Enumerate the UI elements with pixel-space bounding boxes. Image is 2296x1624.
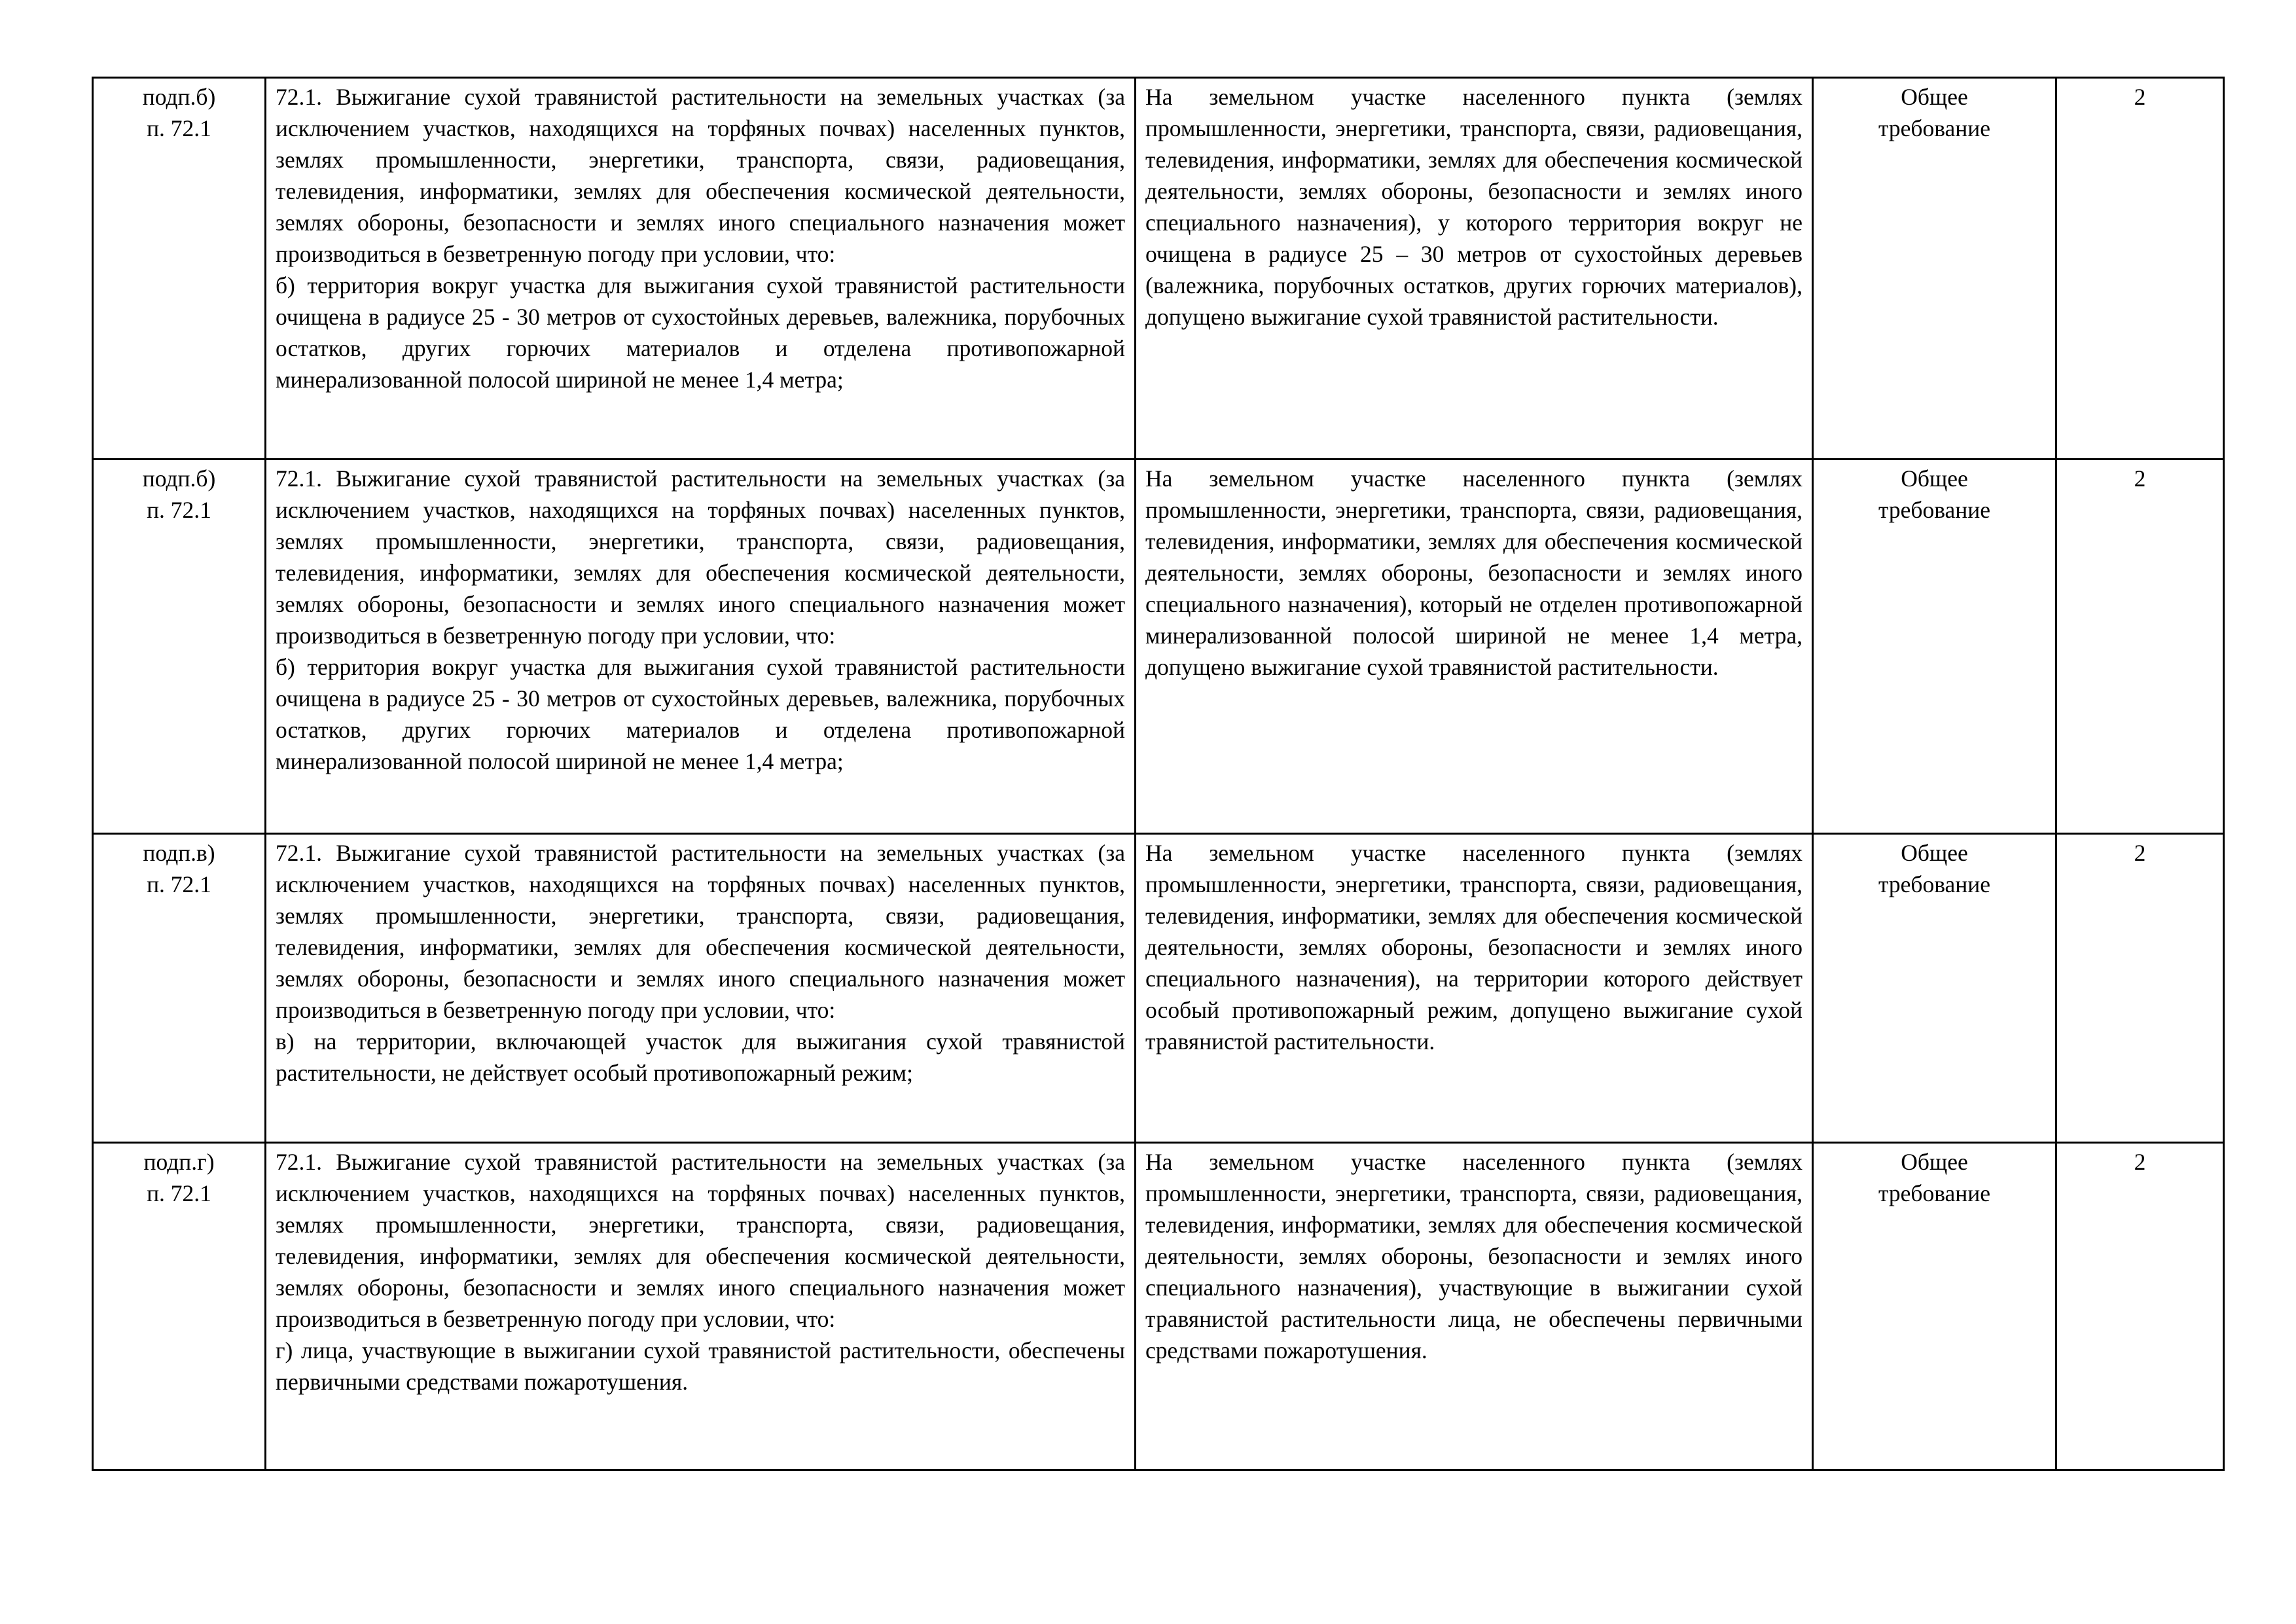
row-number: 2 <box>2134 84 2146 110</box>
table-row <box>93 460 2224 834</box>
clause-reference: подп.б) п. 72.1 <box>142 84 216 141</box>
requirement-clause: в) на территории, включающей участок для выжигания сухой травянистой растительности, не действует особый противопожарный режим; <box>276 1028 1125 1086</box>
requirement-type-cell <box>1813 834 2056 1143</box>
table-row <box>93 78 2224 460</box>
clause-reference: подп.г) п. 72.1 <box>143 1149 215 1206</box>
violation-text: На земельном участке населенного пункта (землях промышленности, энергетики, транспорта, связи, радиовещания, телевидения, информатики, землях для обеспечения космической деятельности, землях обороны, безопасности и землях иного специального назначения), на территории которого действует особый противопожарный режим, допущено выжигание сухой травянистой растительности. <box>1145 840 1803 1055</box>
requirement-cell <box>266 460 1136 834</box>
violation-text: На земельном участке населенного пункта (землях промышленности, энергетики, транспорта, связи, радиовещания, телевидения, информатики, землях для обеспечения космической деятельности, землях обороны, безопасности и землях иного специального назначения), у которого территория вокруг не очищена в радиусе 25 – 30 метров от сухостойных деревьев (валежника, порубочных остатков, других горючих материалов), допущено выжигание сухой травянистой растительности. <box>1145 84 1803 330</box>
requirement-clause: б) территория вокруг участка для выжигания сухой травянистой растительности очищена в радиусе 25 - 30 метров от сухостойных деревьев, валежника, порубочных остатков, других горючих материалов и отделена противопожарной минерализованной полосой шириной не менее 1,4 метра; <box>276 654 1125 774</box>
violation-cell <box>1136 1143 1813 1470</box>
violation-cell <box>1136 460 1813 834</box>
requirement-cell <box>266 1143 1136 1470</box>
requirement-type-cell <box>1813 78 2056 460</box>
clause-reference: подп.б) п. 72.1 <box>142 465 216 523</box>
number-cell <box>2056 1143 2224 1470</box>
row-number: 2 <box>2134 465 2146 492</box>
clause-reference-cell <box>93 1143 266 1470</box>
number-cell <box>2056 834 2224 1143</box>
table-row <box>93 1143 2224 1470</box>
clause-reference-cell <box>93 460 266 834</box>
requirement-intro: 72.1. Выжигание сухой травянистой растительности на земельных участках (за исключением участков, находящихся на торфяных почвах) населенных пунктов, землях промышленности, энергетики, транспорта, связи, радиовещания, телевидения, информатики, землях для обеспечения космической деятельности, землях обороны, безопасности и землях иного специального назначения может производиться в безветренную погоду при условии, что: <box>276 1149 1125 1332</box>
requirement-type: Общее требование <box>1878 465 1991 523</box>
requirement-clause: г) лица, участвующие в выжигании сухой травянистой растительности, обеспечены первичными средствами пожаротушения. <box>276 1337 1125 1395</box>
requirement-type-cell <box>1813 1143 2056 1470</box>
requirement-type: Общее требование <box>1878 1149 1991 1206</box>
requirement-clause: б) территория вокруг участка для выжигания сухой травянистой растительности очищена в радиусе 25 - 30 метров от сухостойных деревьев, валежника, порубочных остатков, других горючих материалов и отделена противопожарной минерализованной полосой шириной не менее 1,4 метра; <box>276 272 1125 393</box>
number-cell <box>2056 460 2224 834</box>
requirement-type: Общее требование <box>1878 840 1991 897</box>
clause-reference-cell <box>93 834 266 1143</box>
violation-cell <box>1136 834 1813 1143</box>
requirement-intro: 72.1. Выжигание сухой травянистой растительности на земельных участках (за исключением участков, находящихся на торфяных почвах) населенных пунктов, землях промышленности, энергетики, транспорта, связи, радиовещания, телевидения, информатики, землях для обеспечения космической деятельности, землях обороны, безопасности и землях иного специального назначения может производиться в безветренную погоду при условии, что: <box>276 465 1125 649</box>
requirement-type: Общее требование <box>1878 84 1991 141</box>
requirement-cell <box>266 834 1136 1143</box>
requirements-table <box>92 77 2225 1471</box>
violation-text: На земельном участке населенного пункта (землях промышленности, энергетики, транспорта, связи, радиовещания, телевидения, информатики, землях для обеспечения космической деятельности, землях обороны, безопасности и землях иного специального назначения), который не отделен противопожарной минерализованной полосой шириной не менее 1,4 метра, допущено выжигание сухой травянистой растительности. <box>1145 465 1803 680</box>
requirement-type-cell <box>1813 460 2056 834</box>
clause-reference-cell <box>93 78 266 460</box>
row-number: 2 <box>2134 1149 2146 1175</box>
row-number: 2 <box>2134 840 2146 866</box>
clause-reference: подп.в) п. 72.1 <box>143 840 215 897</box>
violation-cell <box>1136 78 1813 460</box>
violation-text: На земельном участке населенного пункта (землях промышленности, энергетики, транспорта, связи, радиовещания, телевидения, информатики, землях для обеспечения космической деятельности, землях обороны, безопасности и землях иного специального назначения), участвующие в выжигании сухой травянистой растительности лица, не обеспечены первичными средствами пожаротушения. <box>1145 1149 1803 1363</box>
requirement-intro: 72.1. Выжигание сухой травянистой растительности на земельных участках (за исключением участков, находящихся на торфяных почвах) населенных пунктов, землях промышленности, энергетики, транспорта, связи, радиовещания, телевидения, информатики, землях для обеспечения космической деятельности, землях обороны, безопасности и землях иного специального назначения может производиться в безветренную погоду при условии, что: <box>276 84 1125 267</box>
number-cell <box>2056 78 2224 460</box>
requirement-cell <box>266 78 1136 460</box>
requirement-intro: 72.1. Выжигание сухой травянистой растительности на земельных участках (за исключением участков, находящихся на торфяных почвах) населенных пунктов, землях промышленности, энергетики, транспорта, связи, радиовещания, телевидения, информатики, землях для обеспечения космической деятельности, землях обороны, безопасности и землях иного специального назначения может производиться в безветренную погоду при условии, что: <box>276 840 1125 1023</box>
table-row <box>93 834 2224 1143</box>
